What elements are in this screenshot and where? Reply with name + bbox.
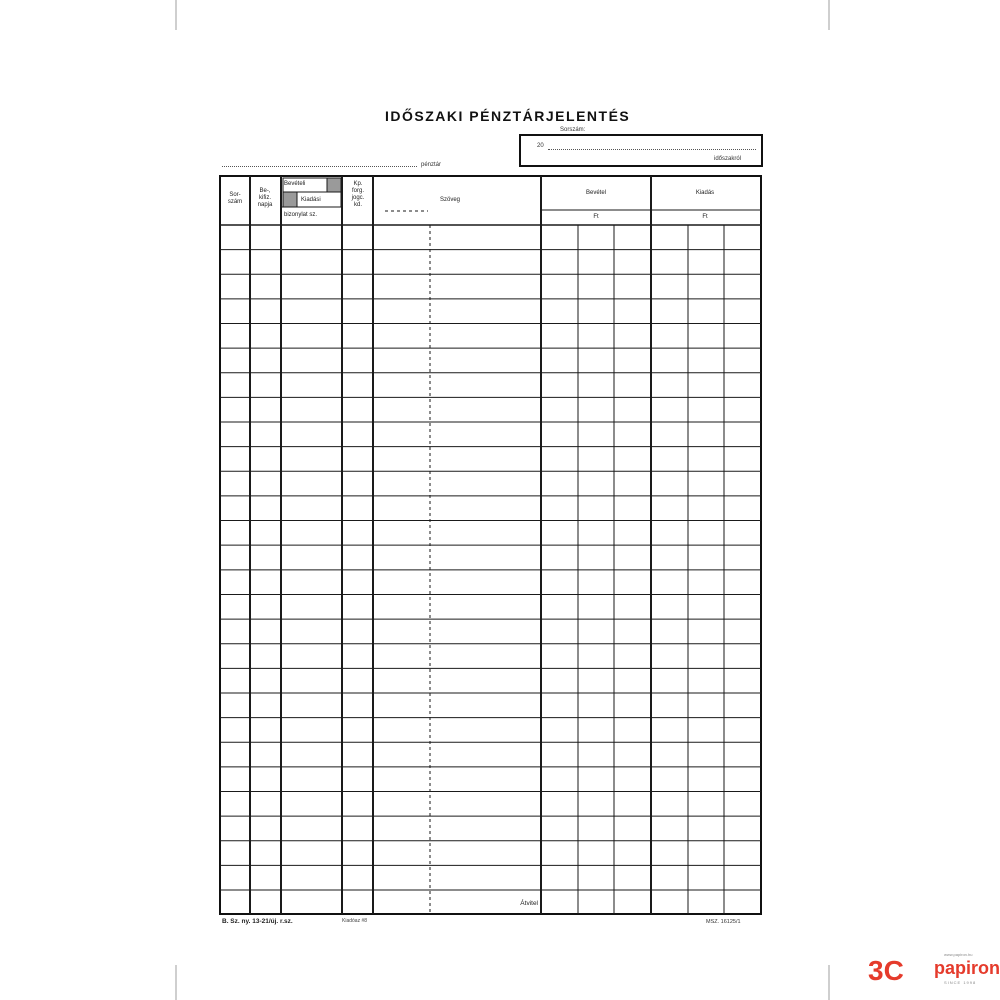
header-date-line3: napja — [257, 202, 273, 208]
header-account-line2: forg. — [351, 188, 364, 194]
brand-url: www.papiron.hu — [944, 952, 973, 957]
brand-tagline: SINCE 1998 — [944, 980, 977, 985]
header-expense: Kiadás — [695, 190, 715, 196]
header-account-line1: Kp. — [353, 181, 363, 187]
header-income-currency: Ft — [593, 214, 599, 220]
income-voucher-shade — [327, 178, 341, 192]
serial-label: Sorszám: — [560, 127, 586, 133]
header-expense-currency: Ft — [702, 214, 708, 220]
header-expense-box: Kiadási — [301, 197, 321, 203]
header-serial-line2: szám — [227, 199, 243, 205]
form-title: IDŐSZAKI PÉNZTÁRJELENTÉS — [385, 108, 631, 124]
header-text: Szöveg — [439, 197, 460, 203]
header-account-line4: kd. — [353, 202, 362, 208]
carry-forward-label: Átvitel — [520, 900, 538, 907]
footer-form-code: B. Sz. ny. 13-21/új. r.sz. — [222, 918, 293, 925]
period-label: időszakról — [714, 156, 742, 162]
header-date-line1: Be-, — [259, 188, 271, 194]
brand-name: papiron — [934, 958, 1000, 978]
header-serial-line1: Sor- — [229, 192, 241, 198]
header-account-line3: jogc. — [351, 195, 365, 201]
header-date — [251, 188, 279, 209]
cashier-label: pénztár — [421, 162, 442, 168]
footer-standard: MSZ. 16125/1 — [706, 919, 741, 925]
header-serial — [222, 192, 248, 206]
expense-voucher-shade — [283, 192, 297, 207]
brand-logo-mark: 3C — [868, 955, 904, 986]
year-prefix: 20 — [537, 143, 544, 149]
header-income-box: Bevételi — [284, 181, 306, 187]
header-date-line2: kifiz. — [259, 195, 271, 201]
header-account — [344, 181, 372, 209]
header-income: Bevétel — [585, 190, 606, 196]
footer-publisher: Kiadóaz #8 — [342, 918, 368, 924]
header-voucher: bizonylat sz. — [284, 212, 318, 218]
